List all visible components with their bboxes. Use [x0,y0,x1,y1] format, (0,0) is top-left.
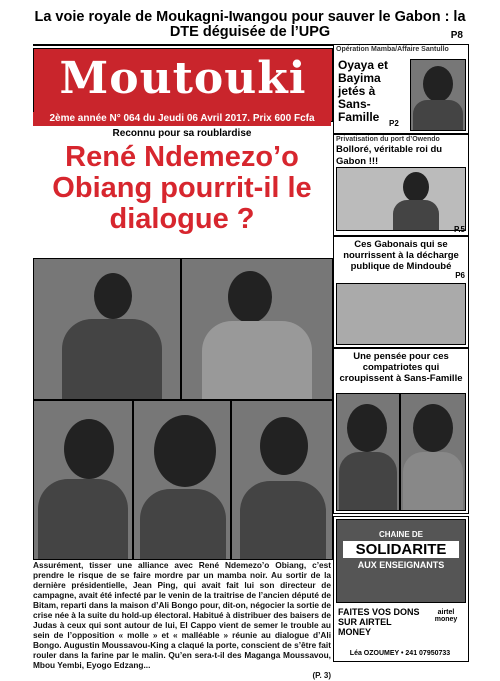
ad-line4: FAITES VOS DONS SUR AIRTEL MONEY [338,607,420,637]
sidebar-item-2-page: P.5 [454,225,465,234]
lead-headline: René Ndemezo’o Obiang pourrit-il le dialogue ? [52,141,312,235]
lead-caption-page: (P. 3) [312,671,331,680]
lead-kicker: Reconnu pour sa roublardise [112,128,252,139]
lead-photo-2 [181,258,333,400]
masthead [33,48,333,122]
sidebar-item-4-photo-2 [400,393,466,511]
top-page-ref: P8 [450,30,463,41]
ad-line2: SOLIDARITE [343,541,459,558]
ad-solidarite [333,516,469,662]
sidebar-item-4-headline: Une pensée pour ces compatriotes qui croupissent à Sans-Famille [339,351,463,384]
lead-caption-text: Assurément, tisser une alliance avec René Ndemezo’o Obiang, c’est prendre le risque de se faire mordre par un mamba noir. Au sortir de la dernière présidentielle, Jean Ping, qui avait fait lui son directeur de campagne, avait été infecté par le venin de la traitrise de l’ancien député de Bitam, reparti dans la maison d’Ali Bongo pour, dit-on, négocier la sortie de crise née à la suite du hold-up électoral. Habitué à distribuer des baisers de Judas à ceux qui sont autour de lui, El Cappo vient de semer le trouble au sein de l’opposition « molle » et « malléable » réunie au dialogue d’Ali Bongo. Augustin Moussavou-King a claqué la porte, conscient de s’être fait rouler dans la farine par le malin. Qu’en sera-t-il des Maganga Moussavou, Mbou Yembi, Eyogo Edzang... [33,560,331,670]
top-banner [33,10,467,46]
sidebar-item-3 [333,236,469,348]
ad-line3: AUX ENSEIGNANTS [357,560,445,570]
airtel-brand: airtel money [434,609,458,623]
airtel-logo [428,609,464,623]
ad-banner [336,519,466,603]
issue-line: 2ème année N° 064 du Jeudi 06 Avril 2017. Prix 600 Fcfa [33,112,331,126]
ad-line1: CHAINE DE [378,530,423,539]
sidebar-item-1-page: P2 [389,119,399,128]
lead-photo-5 [231,400,333,560]
newspaper-name: Moutouki [59,53,307,104]
sidebar-item-1-tag: Opération Mamba/Affaire Santullo [336,46,449,53]
sidebar-item-1 [333,44,469,134]
sidebar-item-2-headline: Bolloré, véritable roi du Gabon !!! [336,144,443,167]
ad-line5: Léa OZOUMEY • 241 07950733 [349,650,451,657]
sidebar-item-4-photo-1 [336,393,400,511]
sidebar-item-2 [333,134,469,236]
lead-photo-1 [33,258,181,400]
sidebar-item-1-photo [410,59,466,131]
lead-photo-4 [133,400,231,560]
sidebar-item-3-page: P6 [455,271,465,280]
sidebar-item-3-headline: Ces Gabonais qui se nourrissent à la décharge publique de Mindoubé [343,239,459,272]
lead-caption [33,560,331,681]
sidebar-item-3-photo [336,283,466,345]
sidebar-item-2-tag: Privatisation du port d’Owendo [336,136,440,143]
top-headline: La voie royale de Moukagni-Iwangou pour sauver le Gabon : la DTE déguisée de l’UPG [34,9,466,40]
sidebar-item-2-photo [336,167,466,231]
lead-photo-3 [33,400,133,560]
sidebar-item-4 [333,348,469,514]
sidebar-item-1-headline: Oyaya et Bayima jetés à Sans-Famille [338,58,389,124]
